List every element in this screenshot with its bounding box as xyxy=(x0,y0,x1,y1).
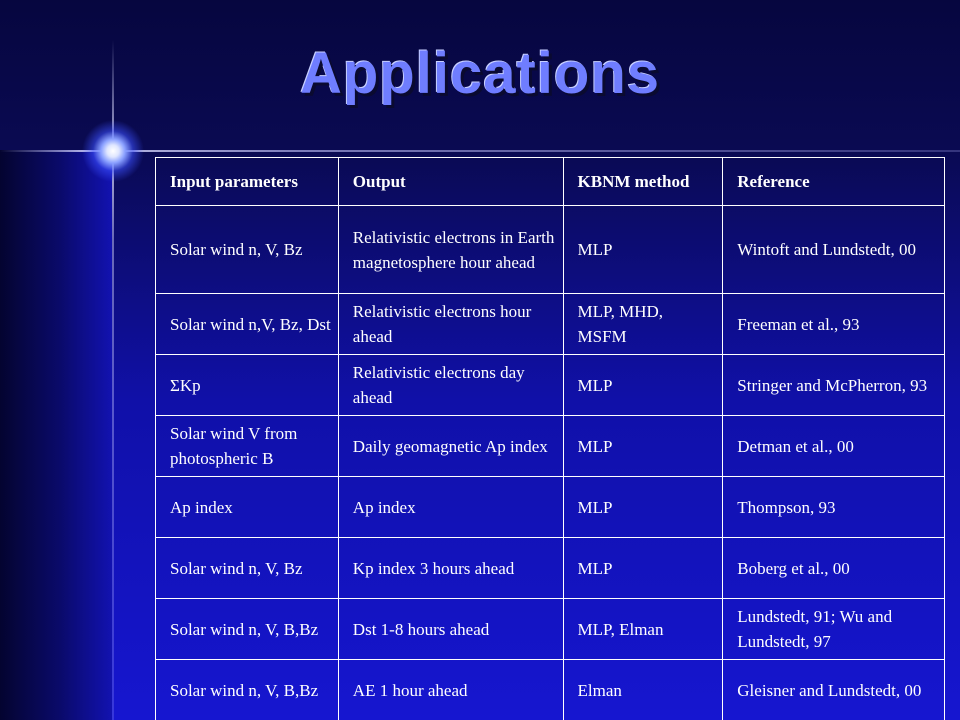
cell-output: Kp index 3 hours ahead xyxy=(338,538,563,599)
cell-input: Ap index xyxy=(156,477,339,538)
header-output: Output xyxy=(338,158,563,206)
cell-input: Solar wind n, V, Bz xyxy=(156,538,339,599)
table-row xyxy=(156,355,945,416)
cell-reference: Wintoft and Lundstedt, 00 xyxy=(723,206,945,294)
cell-output: Daily geomagnetic Ap index xyxy=(338,416,563,477)
cell-method: MLP xyxy=(563,355,723,416)
cell-method: MLP xyxy=(563,206,723,294)
header-input-parameters: Input parameters xyxy=(156,158,339,206)
horizontal-light-line xyxy=(0,150,960,152)
header-reference: Reference xyxy=(723,158,945,206)
slide-title: Applications xyxy=(299,41,661,106)
cell-reference: Stringer and McPherron, 93 xyxy=(723,355,945,416)
table-row xyxy=(156,206,945,294)
table-row xyxy=(156,599,945,660)
cell-output: Relativistic electrons hour ahead xyxy=(338,294,563,355)
left-panel-decoration xyxy=(0,150,112,720)
cell-reference: Freeman et al., 93 xyxy=(723,294,945,355)
cell-reference: Gleisner and Lundstedt, 00 xyxy=(723,660,945,720)
table-header-row xyxy=(156,158,945,206)
cell-input: Solar wind n,V, Bz, Dst xyxy=(156,294,339,355)
table-row xyxy=(156,538,945,599)
cell-output: Relativistic electrons in Earth magnetosphere hour ahead xyxy=(338,206,563,294)
cell-input: Solar wind n, V, B,Bz xyxy=(156,599,339,660)
cell-method: MLP, Elman xyxy=(563,599,723,660)
cell-output: Relativistic electrons day ahead xyxy=(338,355,563,416)
header-kbnm-method: KBNM method xyxy=(563,158,723,206)
cell-method: MLP, MHD, MSFM xyxy=(563,294,723,355)
cell-output: Dst 1-8 hours ahead xyxy=(338,599,563,660)
table-row xyxy=(156,294,945,355)
cell-method: MLP xyxy=(563,538,723,599)
cell-input: ΣKp xyxy=(156,355,339,416)
cell-output: AE 1 hour ahead xyxy=(338,660,563,720)
cell-reference: Boberg et al., 00 xyxy=(723,538,945,599)
cell-reference: Lundstedt, 91; Wu and Lundstedt, 97 xyxy=(723,599,945,660)
cell-output: Ap index xyxy=(338,477,563,538)
applications-table xyxy=(155,157,945,720)
cell-reference: Thompson, 93 xyxy=(723,477,945,538)
table-row xyxy=(156,477,945,538)
cell-method: MLP xyxy=(563,416,723,477)
cell-input: Solar wind n, V, Bz xyxy=(156,206,339,294)
star-flare-icon xyxy=(82,120,144,182)
table-row xyxy=(156,660,945,720)
cell-input: Solar wind n, V, B,Bz xyxy=(156,660,339,720)
cell-input: Solar wind V from photospheric B xyxy=(156,416,339,477)
table-row xyxy=(156,416,945,477)
cell-method: MLP xyxy=(563,477,723,538)
cell-reference: Detman et al., 00 xyxy=(723,416,945,477)
cell-method: Elman xyxy=(563,660,723,720)
